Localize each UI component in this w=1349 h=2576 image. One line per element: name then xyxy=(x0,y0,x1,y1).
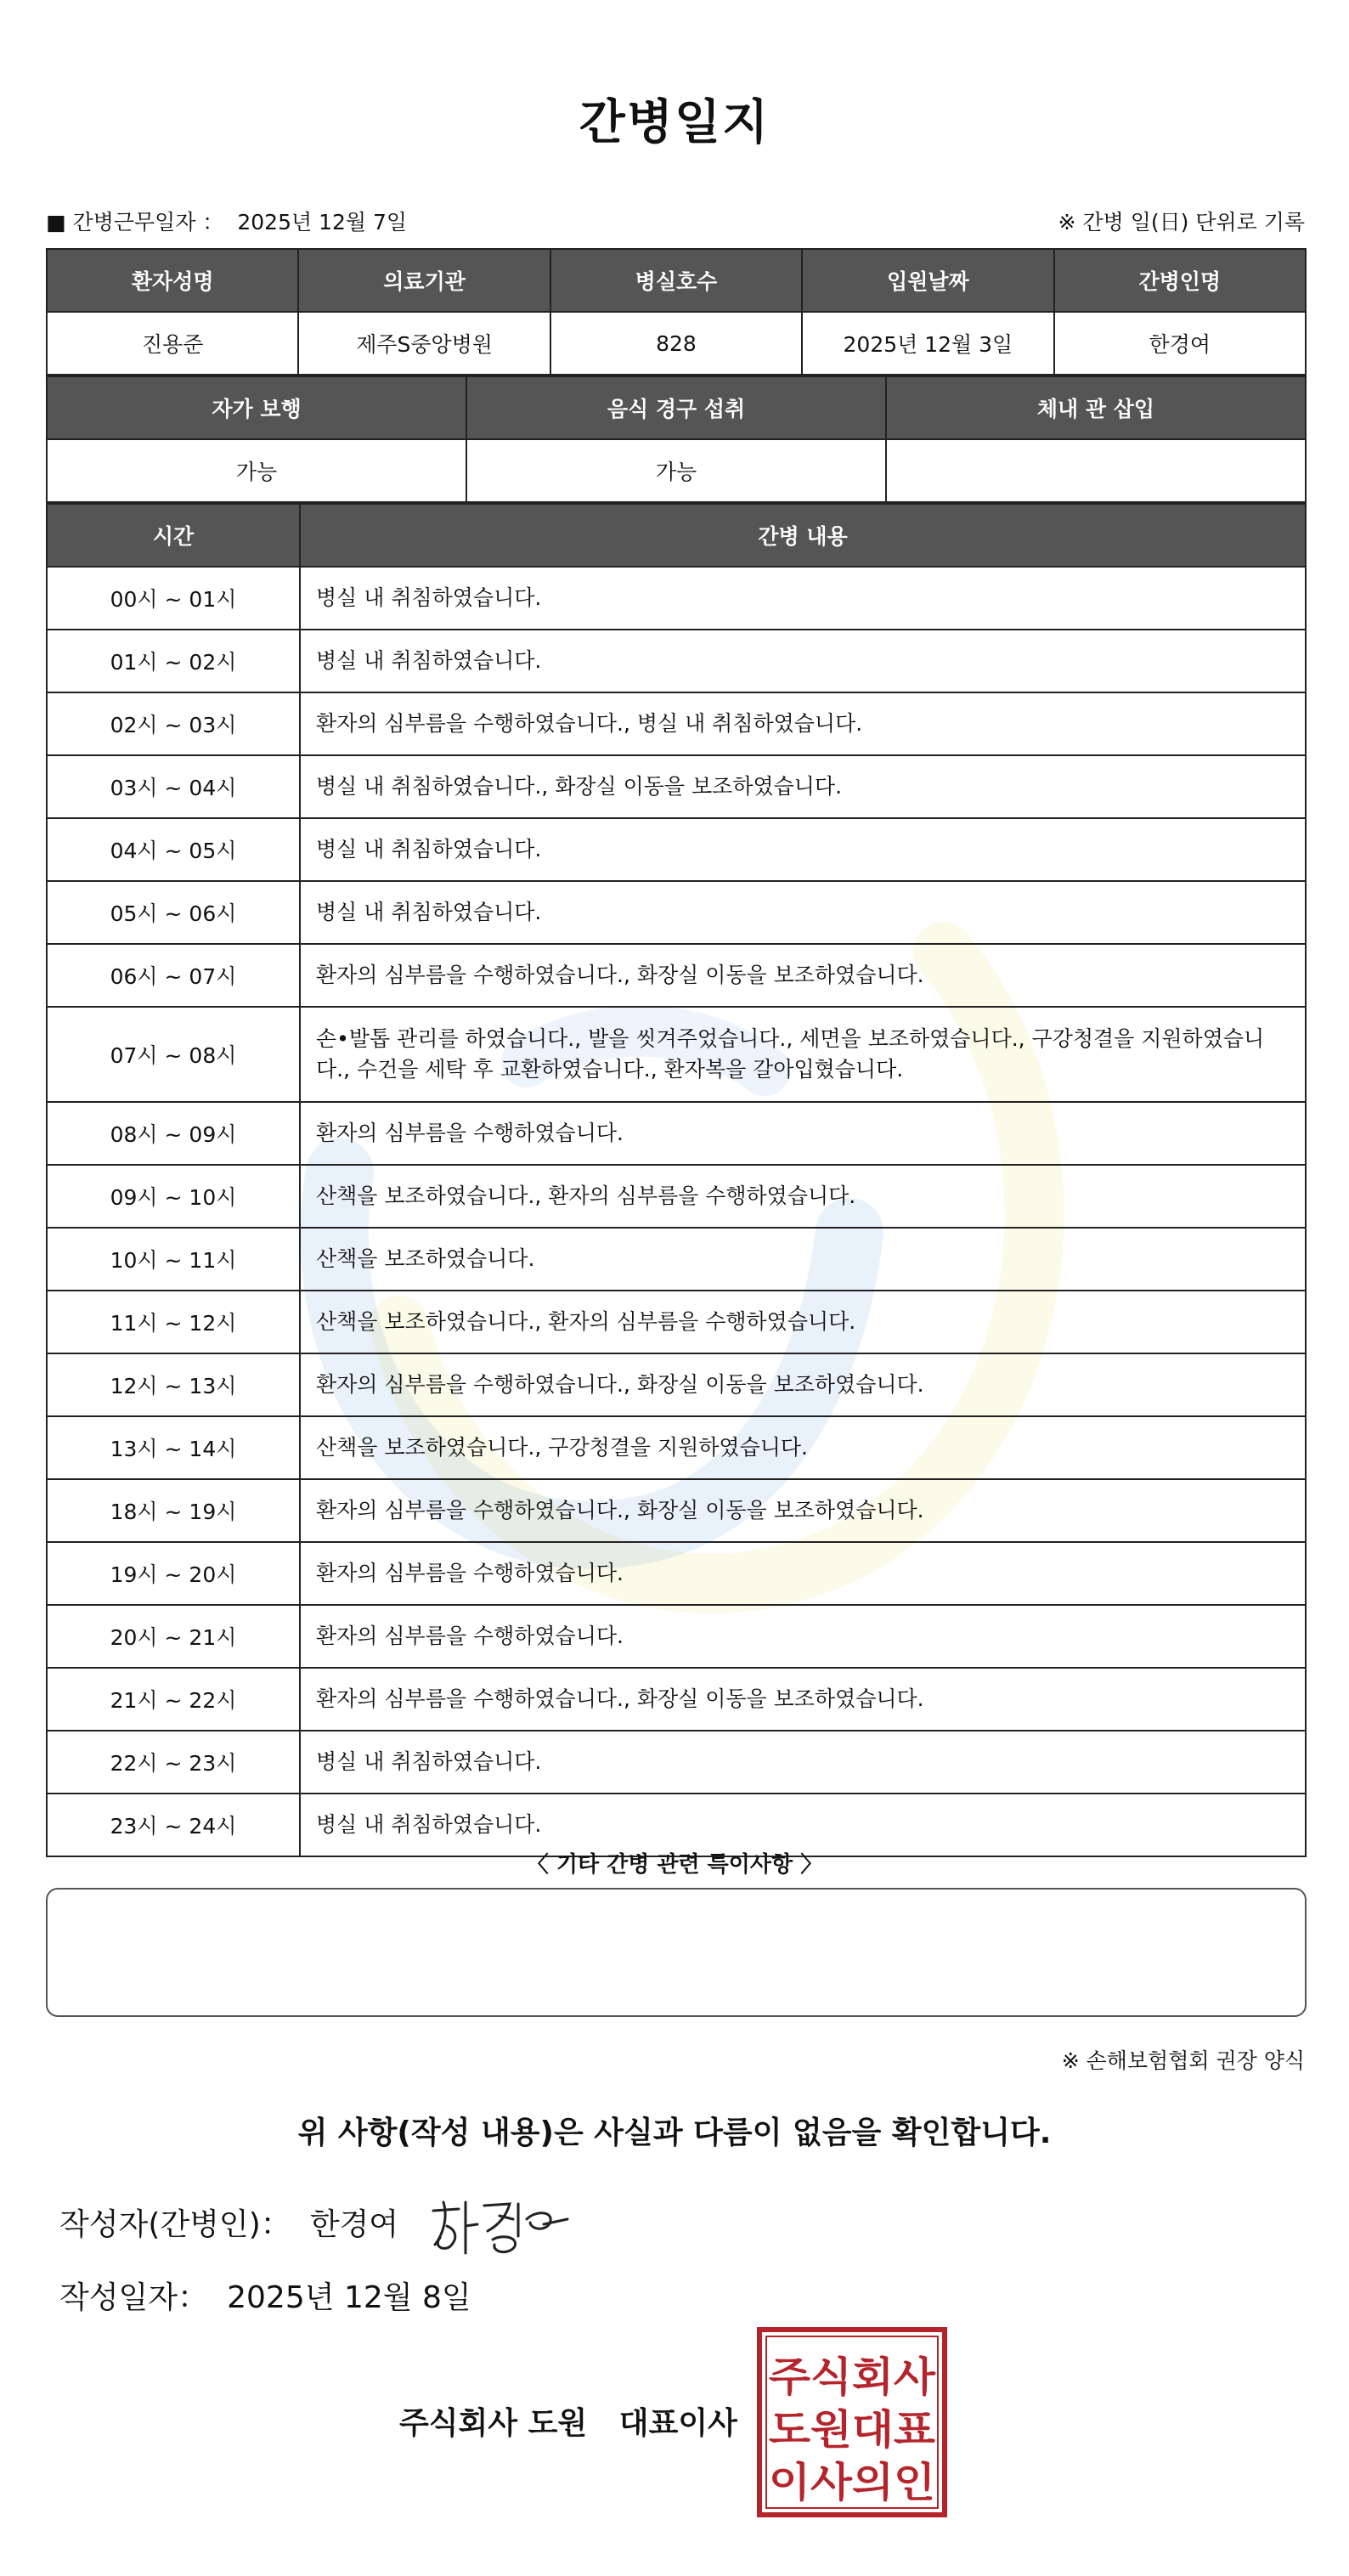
care-log-row xyxy=(47,1165,1306,1228)
writer-name: 한경여 xyxy=(309,2207,399,2242)
writer-line xyxy=(59,2200,398,2244)
care-log-content: 병실 내 취침하였습니다. xyxy=(300,881,1306,944)
care-log-row xyxy=(47,1416,1306,1479)
care-log-time: 02시 ~ 03시 xyxy=(47,692,300,755)
care-log-time: 03시 ~ 04시 xyxy=(47,755,300,818)
seal-line-2: 도원대표 xyxy=(769,2406,936,2454)
header-oral-intake: 음식 경구 섭취 xyxy=(466,376,886,439)
care-log-time: 05시 ~ 06시 xyxy=(47,881,300,944)
header-care-content: 간병 내용 xyxy=(300,504,1306,567)
special-notes-title: 〈 기타 간병 관련 특이사항 〉 xyxy=(526,1852,823,1878)
record-note: ※ 간병 일(日) 단위로 기록 xyxy=(1058,210,1305,234)
care-log-row xyxy=(47,1605,1306,1668)
care-log-row xyxy=(47,881,1306,944)
care-log-content: 산책을 보조하였습니다., 환자의 심부름을 수행하였습니다. xyxy=(300,1165,1306,1228)
company-seal xyxy=(756,2326,948,2518)
special-notes-box xyxy=(46,1888,1307,2017)
form-source-note: ※ 손해보험협회 권장 양식 xyxy=(1061,2048,1305,2073)
work-date xyxy=(46,206,407,236)
care-log-time: 21시 ~ 22시 xyxy=(47,1668,300,1731)
care-log-row xyxy=(47,1542,1306,1605)
care-log-content: 산책을 보조하였습니다., 환자의 심부름을 수행하였습니다. xyxy=(300,1291,1306,1353)
care-log-time: 23시 ~ 24시 xyxy=(47,1794,300,1856)
company-name: 주식회사 도원 대표이사 xyxy=(399,2406,737,2441)
header-admission-date: 입원날짜 xyxy=(802,249,1053,312)
care-log-time: 18시 ~ 19시 xyxy=(47,1479,300,1542)
hospital: 제주S중앙병원 xyxy=(298,312,550,375)
care-log-row xyxy=(47,630,1306,692)
care-log-time: 10시 ~ 11시 xyxy=(47,1228,300,1291)
care-log-content: 환자의 심부름을 수행하였습니다., 화장실 이동을 보조하였습니다. xyxy=(300,1353,1306,1416)
patient-name: 진용준 xyxy=(47,312,298,375)
care-log-content: 병실 내 취침하였습니다. xyxy=(300,818,1306,881)
care-log-time: 08시 ~ 09시 xyxy=(47,1102,300,1165)
care-log-content: 환자의 심부름을 수행하였습니다. xyxy=(300,1605,1306,1668)
care-log-row xyxy=(47,944,1306,1007)
room-number: 828 xyxy=(550,312,802,375)
care-log-time: 11시 ~ 12시 xyxy=(47,1291,300,1353)
page-title: 간병일지 xyxy=(579,95,770,150)
care-log-content: 환자의 심부름을 수행하였습니다. xyxy=(300,1542,1306,1605)
tube-insertion xyxy=(886,439,1306,502)
patient-info-table xyxy=(46,248,1307,376)
oral-intake: 가능 xyxy=(466,439,886,502)
care-log-content: 환자의 심부름을 수행하였습니다., 화장실 이동을 보조하였습니다. xyxy=(300,1479,1306,1542)
care-log-content: 병실 내 취침하였습니다. xyxy=(300,630,1306,692)
written-date-line xyxy=(59,2274,471,2317)
care-log-row xyxy=(47,1353,1306,1416)
care-log-content: 병실 내 취침하였습니다., 화장실 이동을 보조하였습니다. xyxy=(300,755,1306,818)
care-log-content: 손•발톱 관리를 하였습니다., 발을 씻겨주었습니다., 세면을 보조하였습니다., 구강청결을 지원하였습니다., 수건을 세탁 후 교환하였습니다., 환자복을 갈아입혔습니다. xyxy=(300,1007,1306,1102)
care-log-time: 20시 ~ 21시 xyxy=(47,1605,300,1668)
header-room-number: 병실호수 xyxy=(550,249,802,312)
care-log-row xyxy=(47,692,1306,755)
care-log-content: 환자의 심부름을 수행하였습니다., 화장실 이동을 보조하였습니다. xyxy=(300,1668,1306,1731)
header-tube-insertion: 체내 관 삽입 xyxy=(886,376,1306,439)
care-log-content: 산책을 보조하였습니다., 구강청결을 지원하였습니다. xyxy=(300,1416,1306,1479)
care-log-content: 병실 내 취침하였습니다. xyxy=(300,567,1306,630)
patient-status-table xyxy=(46,376,1307,503)
care-log-row xyxy=(47,1291,1306,1353)
seal-line-3: 이사의인 xyxy=(769,2459,935,2506)
care-log-time: 06시 ~ 07시 xyxy=(47,944,300,1007)
care-log-time: 01시 ~ 02시 xyxy=(47,630,300,692)
admission-date: 2025년 12월 3일 xyxy=(802,312,1053,375)
care-log-content: 병실 내 취침하였습니다. xyxy=(300,1731,1306,1794)
care-log-row xyxy=(47,1007,1306,1102)
care-log-row xyxy=(47,1668,1306,1731)
work-date-value: 2025년 12월 7일 xyxy=(237,210,408,234)
care-log-time: 09시 ~ 10시 xyxy=(47,1165,300,1228)
work-date-label: ■ 간병근무일자 ： xyxy=(46,210,224,234)
care-log-time: 13시 ~ 14시 xyxy=(47,1416,300,1479)
header-caregiver-name: 간병인명 xyxy=(1054,249,1306,312)
care-log-row xyxy=(47,1479,1306,1542)
header-self-walking: 자가 보행 xyxy=(47,376,466,439)
care-log-time: 00시 ~ 01시 xyxy=(47,567,300,630)
care-log-content: 환자의 심부름을 수행하였습니다., 병실 내 취침하였습니다. xyxy=(300,692,1306,755)
care-log-time: 19시 ~ 20시 xyxy=(47,1542,300,1605)
care-log-content: 환자의 심부름을 수행하였습니다., 화장실 이동을 보조하였습니다. xyxy=(300,944,1306,1007)
care-log-row xyxy=(47,567,1306,630)
care-log-time: 22시 ~ 23시 xyxy=(47,1731,300,1794)
care-log-row xyxy=(47,1228,1306,1291)
care-log-row xyxy=(47,755,1306,818)
header-hospital: 의료기관 xyxy=(298,249,550,312)
caregiver-name: 한경여 xyxy=(1054,312,1306,375)
care-log-content: 환자의 심부름을 수행하였습니다. xyxy=(300,1102,1306,1165)
seal-line-1: 주식회사 xyxy=(769,2353,936,2401)
care-log-content: 병실 내 취침하였습니다. xyxy=(300,1794,1306,1856)
written-date-value: 2025년 12월 8일 xyxy=(227,2280,471,2315)
signature-image xyxy=(425,2185,578,2262)
written-date-label: 작성일자： xyxy=(59,2280,209,2315)
care-log-table xyxy=(46,503,1307,1857)
care-log-time: 12시 ~ 13시 xyxy=(47,1353,300,1416)
confirmation-statement: 위 사항(작성 내용)은 사실과 다름이 없음을 확인합니다. xyxy=(297,2116,1052,2150)
care-log-content: 산책을 보조하였습니다. xyxy=(300,1228,1306,1291)
care-log-row xyxy=(47,1731,1306,1794)
care-log-row xyxy=(47,1102,1306,1165)
writer-label: 작성자(간병인)： xyxy=(59,2207,291,2242)
self-walking: 가능 xyxy=(47,439,466,502)
care-log-time: 07시 ~ 08시 xyxy=(47,1007,300,1102)
header-patient-name: 환자성명 xyxy=(47,249,298,312)
care-log-row xyxy=(47,818,1306,881)
care-log-time: 04시 ~ 05시 xyxy=(47,818,300,881)
header-time: 시간 xyxy=(47,504,300,567)
